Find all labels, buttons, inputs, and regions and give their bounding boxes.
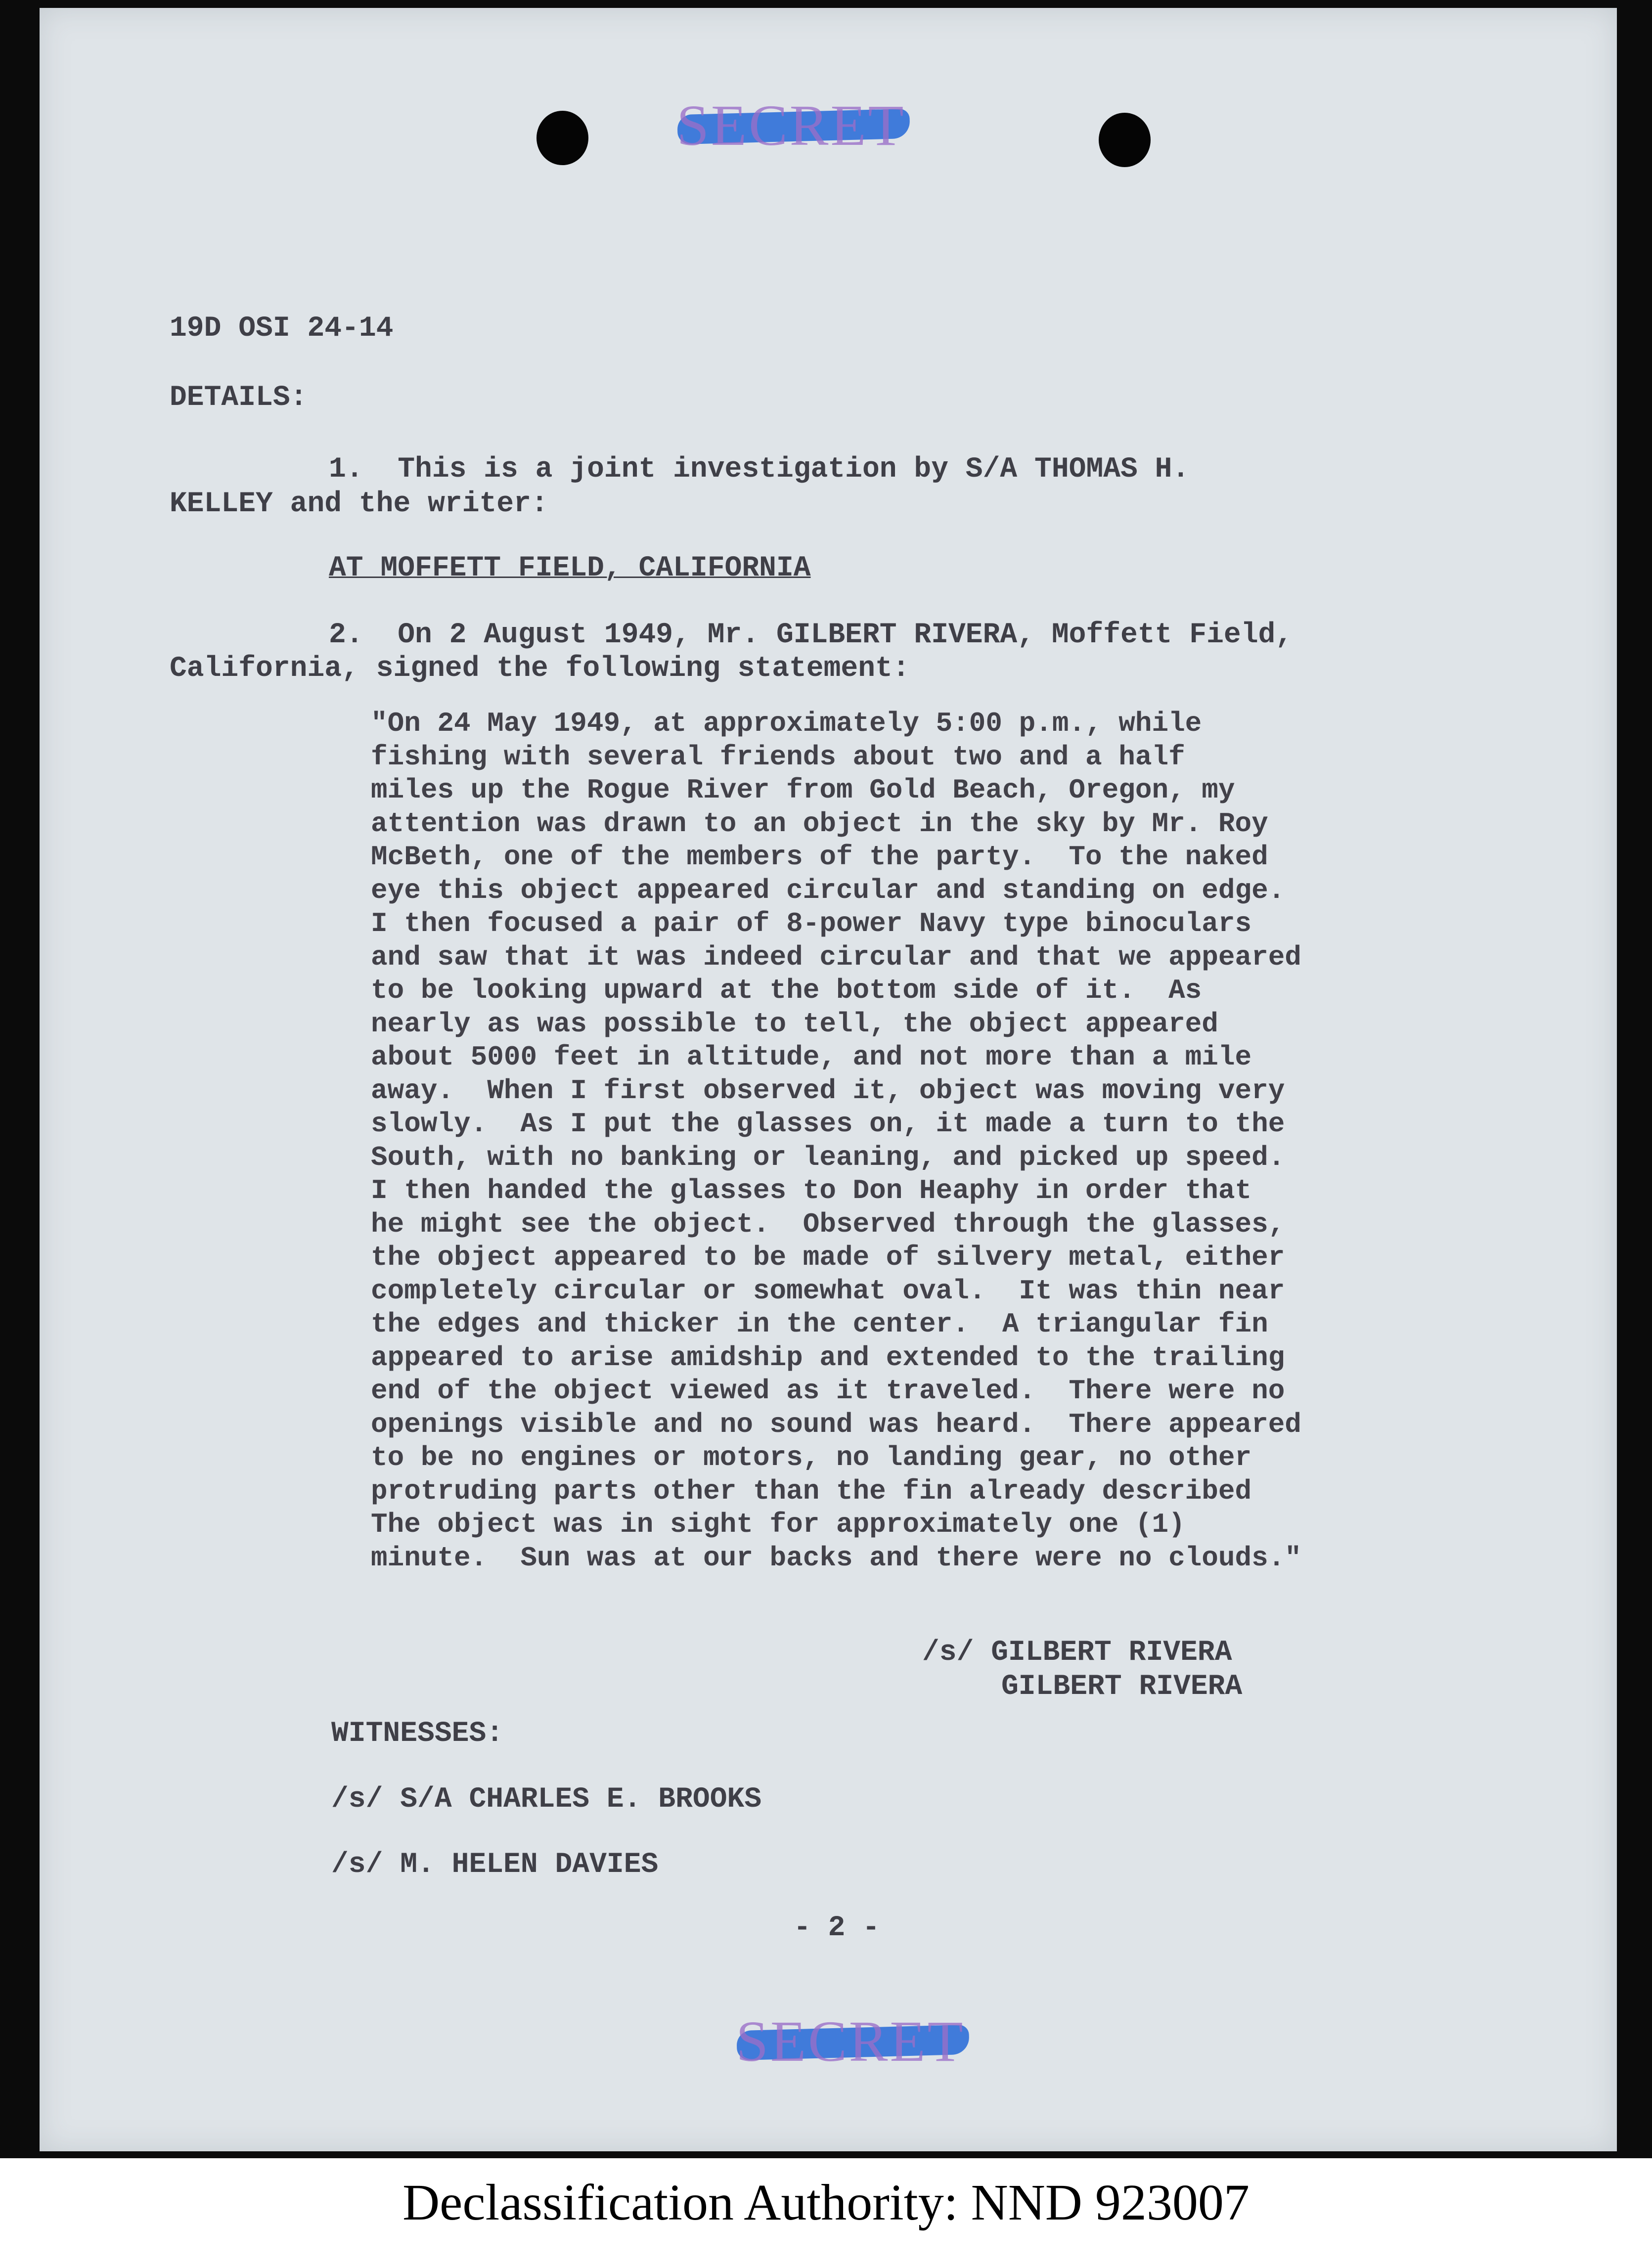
file-reference: 19D OSI 24-14 xyxy=(170,312,394,345)
statement-line: I then handed the glasses to Don Heaphy in order that xyxy=(371,1175,1252,1206)
declassification-caption: Declassification Authority: NND 923007 xyxy=(402,2174,1250,2231)
page-number: - 2 - xyxy=(794,1912,880,1944)
statement-line: away. When I first observed it, object was moving very xyxy=(371,1074,1285,1107)
statement-line: slowly. As I put the glasses on, it made a turn to the xyxy=(371,1108,1285,1140)
document-page xyxy=(40,8,1617,2151)
statement-line: fishing with several friends about two and a half xyxy=(371,741,1185,773)
classification-marking: SECRET xyxy=(736,2009,965,2074)
statement-line: openings visible and no sound was heard. There appeared xyxy=(371,1408,1301,1440)
statement-line: nearly as was possible to tell, the object appeared xyxy=(371,1008,1218,1040)
statement-line: minute. Sun was at our backs and there were no clouds." xyxy=(371,1542,1301,1574)
paragraph-1-line-2: KELLEY and the writer: xyxy=(170,488,548,520)
statement-line: I then focused a pair of 8-power Navy type binoculars xyxy=(371,908,1252,939)
signature-name: GILBERT RIVERA xyxy=(1001,1671,1243,1703)
statement-line: he might see the object. Observed through the glasses, xyxy=(371,1208,1285,1240)
punch-hole-left xyxy=(536,111,588,165)
statement-line: end of the object viewed as it traveled. There were no xyxy=(371,1375,1285,1407)
statement-line: completely circular or somewhat oval. It was thin near xyxy=(371,1275,1285,1307)
paragraph-2-line-2: California, signed the following statement: xyxy=(170,653,910,685)
secret-stamp-bottom xyxy=(717,2008,984,2074)
statement-line: attention was drawn to an object in the sky by Mr. Roy xyxy=(371,807,1268,840)
statement-line: McBeth, one of the members of the party. To the naked xyxy=(371,841,1268,873)
statement-line: the object appeared to be made of silvery metal, either xyxy=(371,1242,1285,1273)
location-heading: AT MOFFETT FIELD, CALIFORNIA xyxy=(329,552,811,584)
secret-stamp-top xyxy=(658,92,925,158)
statement-line: the edges and thicker in the center. A triangular fin xyxy=(371,1308,1268,1340)
signature-line: /s/ GILBERT RIVERA xyxy=(922,1637,1232,1669)
statement-line: and saw that it was indeed circular and that we appeared xyxy=(371,941,1301,973)
statement-line: appeared to arise amidship and extended to the trailing xyxy=(371,1341,1285,1374)
witness-1: /s/ S/A CHARLES E. BROOKS xyxy=(331,1783,762,1816)
classification-marking: SECRET xyxy=(676,93,906,158)
statement-line: to be no engines or motors, no landing gear, no other xyxy=(371,1442,1252,1473)
statement-line: South, with no banking or leaning, and picked up speed. xyxy=(371,1141,1285,1173)
witnesses-heading: WITNESSES: xyxy=(331,1718,504,1750)
statement-line: eye this object appeared circular and standing on edge. xyxy=(371,874,1285,906)
statement-line: miles up the Rogue River from Gold Beach, Oregon, my xyxy=(371,774,1235,806)
details-heading: DETAILS: xyxy=(170,382,308,414)
witness-2: /s/ M. HELEN DAVIES xyxy=(331,1849,659,1881)
statement-line: about 5000 feet in altitude, and not more than a mile xyxy=(371,1041,1252,1073)
punch-hole-right xyxy=(1099,113,1151,167)
witness-statement xyxy=(371,707,1483,1575)
statement-line: The object was in sight for approximately one (1) xyxy=(371,1509,1185,1540)
statement-line: "On 24 May 1949, at approximately 5:00 p.m., while xyxy=(371,708,1202,739)
paragraph-1-line-1: 1. This is a joint investigation by S/A THOMAS H. xyxy=(329,453,1190,486)
statement-line: to be looking upward at the bottom side of it. As xyxy=(371,975,1202,1006)
paragraph-2-line-1: 2. On 2 August 1949, Mr. GILBERT RIVERA, Moffett Field, xyxy=(329,619,1293,651)
statement-line: protruding parts other than the fin already described xyxy=(371,1475,1252,1507)
